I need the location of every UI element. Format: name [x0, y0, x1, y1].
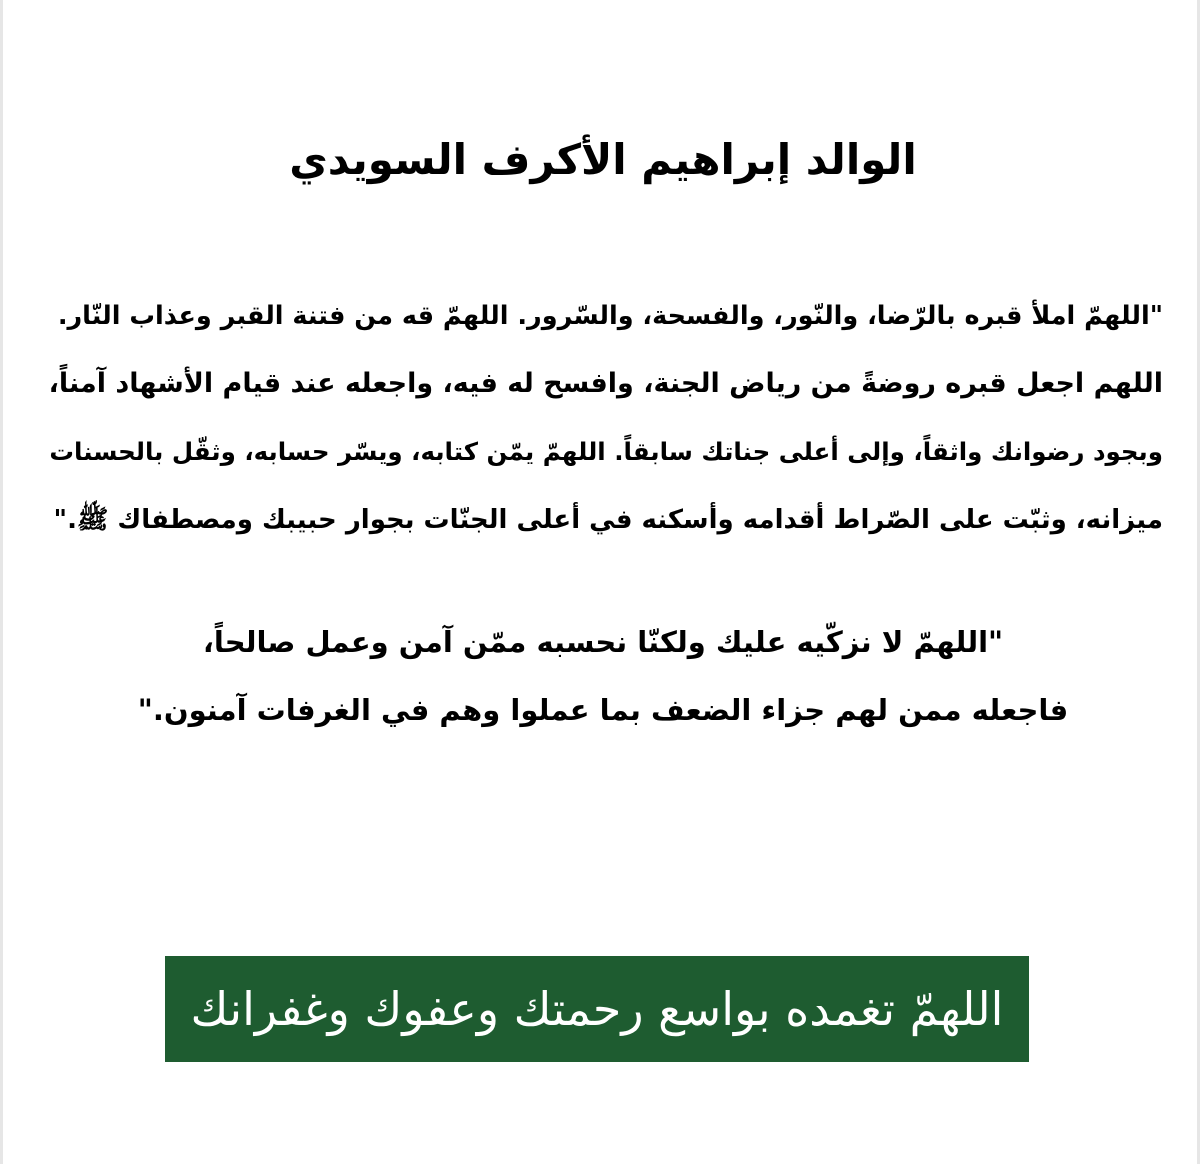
prayer-paragraph-2	[103, 608, 1103, 744]
prayer-1-line-4: ميزانه، وثبّت على الصّراط أقدامه وأسكنه في أعلى الجنّات بجوار حبيبك ومصطفاك ﷺ."	[53, 505, 1163, 535]
prayer-2-line-1: "اللهمّ لا نزكّيه عليك ولكنّا نحسبه ممّن آمن وعمل صالحاً،	[202, 625, 1004, 659]
prayer-1-line-3: وبجود رضوانك واثقاً، وإلى أعلى جناتك سابقاً. اللهمّ يمّن كتابه، ويسّر حسابه، وثقّل بالحسنات	[49, 437, 1163, 466]
prayer-1-line-2: اللهم اجعل قبره روضةً من رياض الجنة، وافسح له فيه، واجعله عند قيام الأشهاد آمناً،	[48, 368, 1163, 399]
prayer-1-line-1: "اللهمّ املأ قبره بالرّضا، والنّور، والفسحة، والسّرور. اللهمّ قه من فتنة القبر وعذاب النّار.	[57, 301, 1163, 331]
prayer-2-line-2: فاجعله ممن لهم جزاء الضعف بما عملوا وهم في الغرفات آمنون."	[137, 693, 1069, 727]
prayer-banner	[165, 956, 1029, 1062]
banner-text: اللهمّ تغمده بواسع رحمتك وعفوك وغفرانك	[190, 982, 1004, 1036]
page-title: الوالد إبراهيم الأكرف السويدي	[289, 135, 917, 184]
prayer-paragraph-1	[43, 282, 1163, 554]
